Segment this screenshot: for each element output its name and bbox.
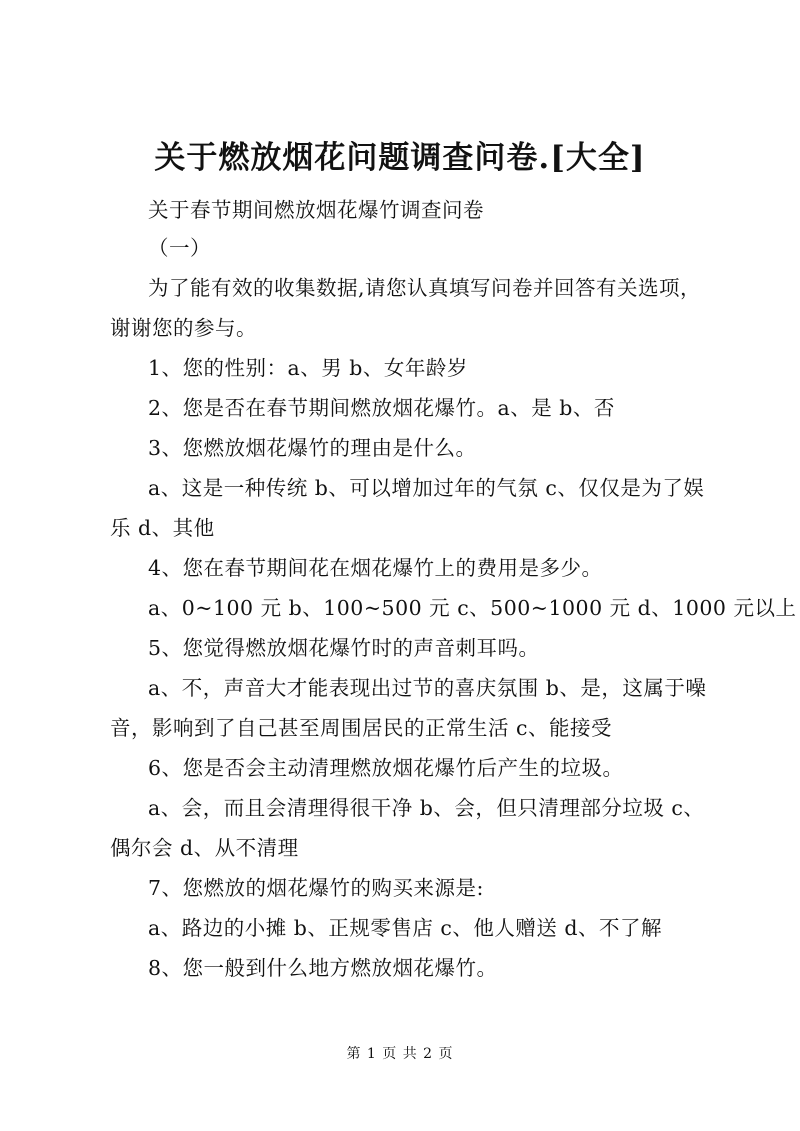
question-3: 3、您燃放烟花爆竹的理由是什么。 [148,436,477,460]
document-title: 关于燃放烟花问题调查问卷.[大全] [154,140,646,176]
question-4: 4、您在春节期间花在烟花爆竹上的费用是多少。 [148,556,603,580]
question-2: 2、您是否在春节期间燃放烟花爆竹。a、是 b、否 [148,396,615,420]
question-7-options: a、路边的小摊 b、正规零售店 c、他人赠送 d、不了解 [148,916,662,940]
question-3-options: a、这是一种传统 b、可以增加过年的气氛 c、仅仅是为了娱乐 d、其他 [110,476,705,540]
question-7: 7、您燃放的烟花爆竹的购买来源是: [148,876,484,900]
page-footer: 第 1 页 共 2 页 [346,1046,454,1062]
question-6: 6、您是否会主动清理燃放烟花爆竹后产生的垃圾。 [148,756,624,780]
question-5: 5、您觉得燃放烟花爆竹时的声音刺耳吗。 [148,636,540,660]
question-5-options: a、不，声音大才能表现出过节的喜庆氛围 b、是，这属于噪音，影响到了自己甚至周围居民的正常生活 c、能接受 [110,676,707,740]
document-subtitle: 关于春节期间燃放烟花爆竹调查问卷 [148,198,484,222]
question-4-options: a、0~100 元 b、100~500 元 c、500~1000 元 d、1000 元以上 [148,596,797,620]
question-6-options: a、会，而且会清理得很干净 b、会，但只清理部分垃圾 c、偶尔会 d、从不清理 [110,796,705,860]
intro-paragraph: 为了能有效的收集数据,请您认真填写问卷并回答有关选项，谢谢您的参与。 [110,276,702,340]
section-label: （一） [148,236,211,260]
question-1: 1、您的性别：a、男 b、女年龄岁 [148,356,468,380]
question-8: 8、您一般到什么地方燃放烟花爆竹。 [148,956,498,980]
